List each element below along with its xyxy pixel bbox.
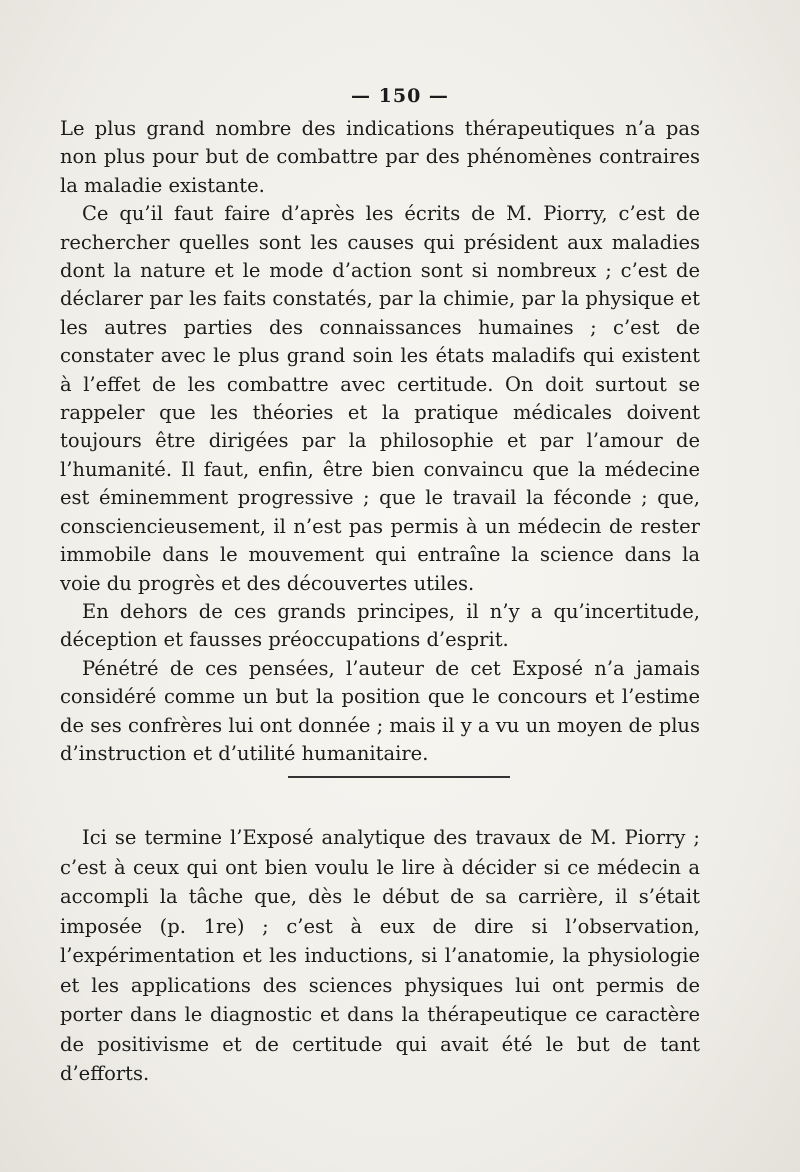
body-text	[60, 115, 700, 768]
closing-paragraph: Ici se termine l’Exposé analytique des travaux de M. Piorry ; c’est à ceux qui ont bien voulu le lire à décider si ce médecin a accompli la tâche que, dès le début de sa carrière, il s’était imposée (p. 1re) ; c’est à eux de dire si l’observation, l’expérimentation et les inductions, si l’anatomie, la physiologie et les applications des sciences physiques lui ont permis de porter dans le diagnostic et dans la thérapeutique ce caractère de positivisme et de certitude qui avait été le but de tant d’efforts.	[60, 826, 700, 1085]
section-divider	[288, 776, 510, 778]
paragraph-3: En dehors de ces grands principes, il n’y a qu’incertitude, déception et fausses préoccupations d’esprit.	[60, 599, 700, 652]
paragraph-2: Ce qu’il faut faire d’après les écrits de M. Piorry, c’est de rechercher quelles sont les causes qui président aux maladies dont la nature et le mode d’action sont si nombreux ; c’est de déclarer par les faits constatés, par la chimie, par la physique et les autres parties des connaissances humaines ; c’est de constater avec le plus grand soin les états maladifs qui existent à l’effet de les combattre avec certitude. On doit surtout se rappeler que les théories et la pratique médicales doivent toujours être dirigées par la philosophie et par l’amour de l’humanité. Il faut, enfin, être bien convaincu que la médecine est éminemment progressive ; que le travail la féconde ; que, consciencieusement, il n’est pas permis à un médecin de rester immobile dans le mouvement qui entraîne la science dans la voie du progrès et des découvertes utiles.	[60, 202, 700, 595]
paragraph-4: Pénétré de ces pensées, l’auteur de cet Exposé n’a jamais considéré comme un but la position que le concours et l’estime de ses confrères lui ont donnée ; mais il y a vu un moyen de plus d’instruction et d’utilité humanitaire.	[60, 656, 700, 765]
page-number: — 150 —	[351, 85, 449, 107]
closing-text	[60, 823, 700, 1089]
paragraph-1: Le plus grand nombre des indications thérapeutiques n’a pas non plus pour but de combattre par des phénomènes contraires la maladie existante.	[60, 117, 700, 197]
